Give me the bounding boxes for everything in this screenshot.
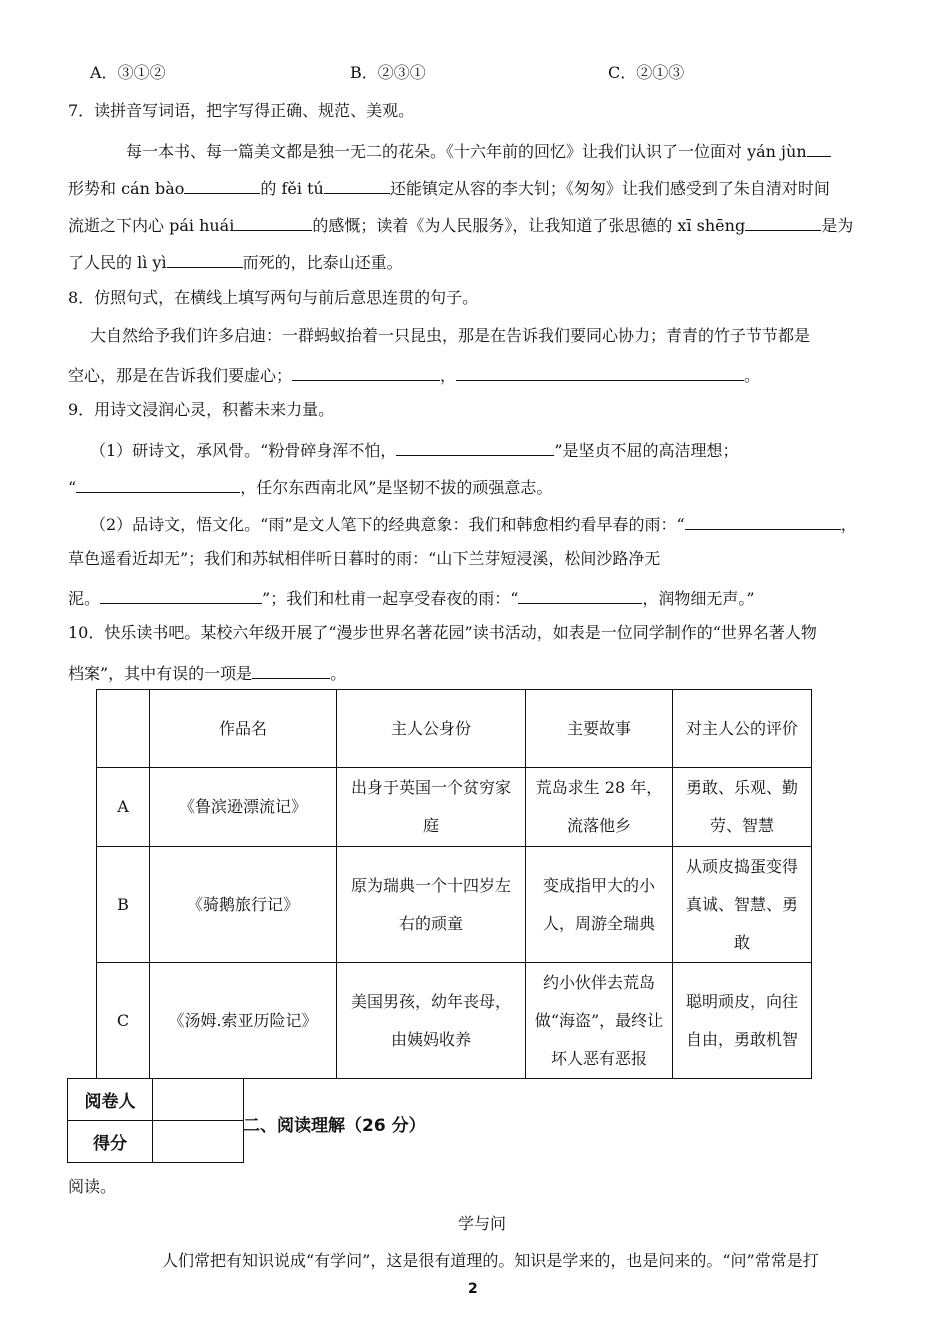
q7-line2: 形势和 cán bào 的 fěi tú 还能镇定从容的李大钊；《匆匆》让我们感受到了朱自清对时间 [68, 175, 830, 200]
answer-blank[interactable] [167, 249, 243, 268]
eval-cell: 从顽皮捣蛋变得 真诚、智慧、勇 敢 [673, 847, 812, 963]
page-number: 2 [468, 1281, 478, 1297]
q10-line2: 档案”，其中有误的一项是 。 [68, 660, 346, 685]
table-row [97, 963, 812, 1079]
header-cell: 主要故事 [526, 690, 673, 768]
answer-blank[interactable] [292, 362, 440, 381]
q9-p2-line1: （2）品诗文，悟文化。“雨”是文人笔下的经典意象：我们和韩愈相约看早春的雨：“ ， [90, 511, 857, 536]
option-c: C．②①③ [608, 63, 685, 82]
q8-line1: 大自然给予我们许多启迪：一群蚂蚁抬着一只昆虫，那是在告诉我们要同心协力；青青的竹子节节都是 [90, 326, 811, 345]
identity-cell: 出身于英国一个贫穷家 庭 [337, 768, 526, 847]
story-cell: 约小伙伴去荒岛 做“海盗”，最终让 坏人恶有恶报 [526, 963, 673, 1079]
score-box [67, 1078, 244, 1163]
row-key: B [97, 847, 150, 963]
score-label: 得分 [68, 1121, 153, 1163]
q7-line4: 了人民的 lì yì 而死的，比泰山还重。 [68, 249, 403, 274]
header-cell: 作品名 [150, 690, 337, 768]
section-title: 二、阅读理解（26 分） [243, 1116, 426, 1136]
row-key: C [97, 963, 150, 1079]
table-header-row [97, 690, 812, 768]
header-cell: 对主人公的评价 [673, 690, 812, 768]
q7-line1: 每一本书、每一篇美文都是独一无二的花朵。《十六年前的回忆》让我们认识了一位面对 yán jùn [126, 138, 831, 163]
answer-blank[interactable] [685, 511, 841, 530]
table-row [97, 847, 812, 963]
q8-line2: 空心，那是在告诉我们要虚心； ， 。 [68, 362, 760, 387]
q7-title: 7．读拼音写词语，把字写得正确、规范、美观。 [68, 101, 415, 120]
q7-line3: 流逝之下内心 pái huái 的感慨；读着《为人民服务》，让我知道了张思德的 xī shēng 是为 [68, 212, 853, 237]
story-cell: 变成指甲大的小 人，周游全瑞典 [526, 847, 673, 963]
work-cell: 《鲁滨逊漂流记》 [150, 768, 337, 847]
answer-blank[interactable] [518, 585, 642, 604]
answer-blank[interactable] [324, 175, 390, 194]
essay-title: 学与问 [458, 1214, 507, 1233]
identity-cell: 美国男孩，幼年丧母， 由姨妈收养 [337, 963, 526, 1079]
row-key: A [97, 768, 150, 847]
q9-p2-line3: 泥。 ”；我们和杜甫一起享受春夜的雨：“ ，润物细无声。” [68, 585, 755, 610]
work-cell: 《汤姆.索亚历险记》 [150, 963, 337, 1079]
q10-line1: 10．快乐读书吧。某校六年级开展了“漫步世界名著花园”读书活动，如表是一位同学制作的“世界名著人物 [68, 623, 817, 642]
header-cell [97, 690, 150, 768]
answer-blank[interactable] [252, 660, 330, 679]
answer-blank[interactable] [234, 212, 312, 231]
q9-title: 9．用诗文浸润心灵，积蓄未来力量。 [68, 400, 335, 419]
answer-blank[interactable] [76, 474, 240, 493]
header-cell: 主人公身份 [337, 690, 526, 768]
score-input[interactable] [153, 1121, 244, 1163]
q9-p1-line1: （1）研诗文，承风骨。“粉骨碎身浑不怕， ”是坚贞不屈的高洁理想； [90, 437, 739, 462]
answer-blank[interactable] [807, 138, 831, 157]
eval-cell: 勇敢、乐观、勤 劳、智慧 [673, 768, 812, 847]
table-row [97, 768, 812, 847]
option-a: A．③①② [90, 63, 166, 82]
identity-cell: 原为瑞典一个十四岁左 右的顽童 [337, 847, 526, 963]
answer-blank[interactable] [396, 437, 554, 456]
eval-cell: 聪明顽皮，向往 自由，勇敢机智 [673, 963, 812, 1079]
essay-paragraph: 人们常把有知识说成“有学问”，这是很有道理的。知识是学来的，也是问来的。“问”常常是打 [162, 1251, 819, 1270]
answer-blank[interactable] [745, 212, 821, 231]
answer-blank[interactable] [456, 362, 744, 381]
answer-blank[interactable] [100, 585, 262, 604]
reviewer-input[interactable] [153, 1079, 244, 1121]
book-archive-table [96, 689, 812, 1079]
q9-p2-line2: 草色遥看近却无”；我们和苏轼相伴听日暮时的雨：“山下兰芽短浸溪，松间沙路净无 [68, 549, 661, 568]
option-b: B．②③① [350, 63, 426, 82]
work-cell: 《骑鹅旅行记》 [150, 847, 337, 963]
q9-p1-line2: “ ，任尔东西南北风”是坚韧不拔的顽强意志。 [68, 474, 552, 499]
q8-title: 8．仿照句式，在横线上填写两句与前后意思连贯的句子。 [68, 288, 479, 307]
answer-blank[interactable] [184, 175, 260, 194]
reviewer-label: 阅卷人 [68, 1079, 153, 1121]
reading-intro: 阅读。 [68, 1177, 117, 1196]
story-cell: 荒岛求生 28 年， 流落他乡 [526, 768, 673, 847]
